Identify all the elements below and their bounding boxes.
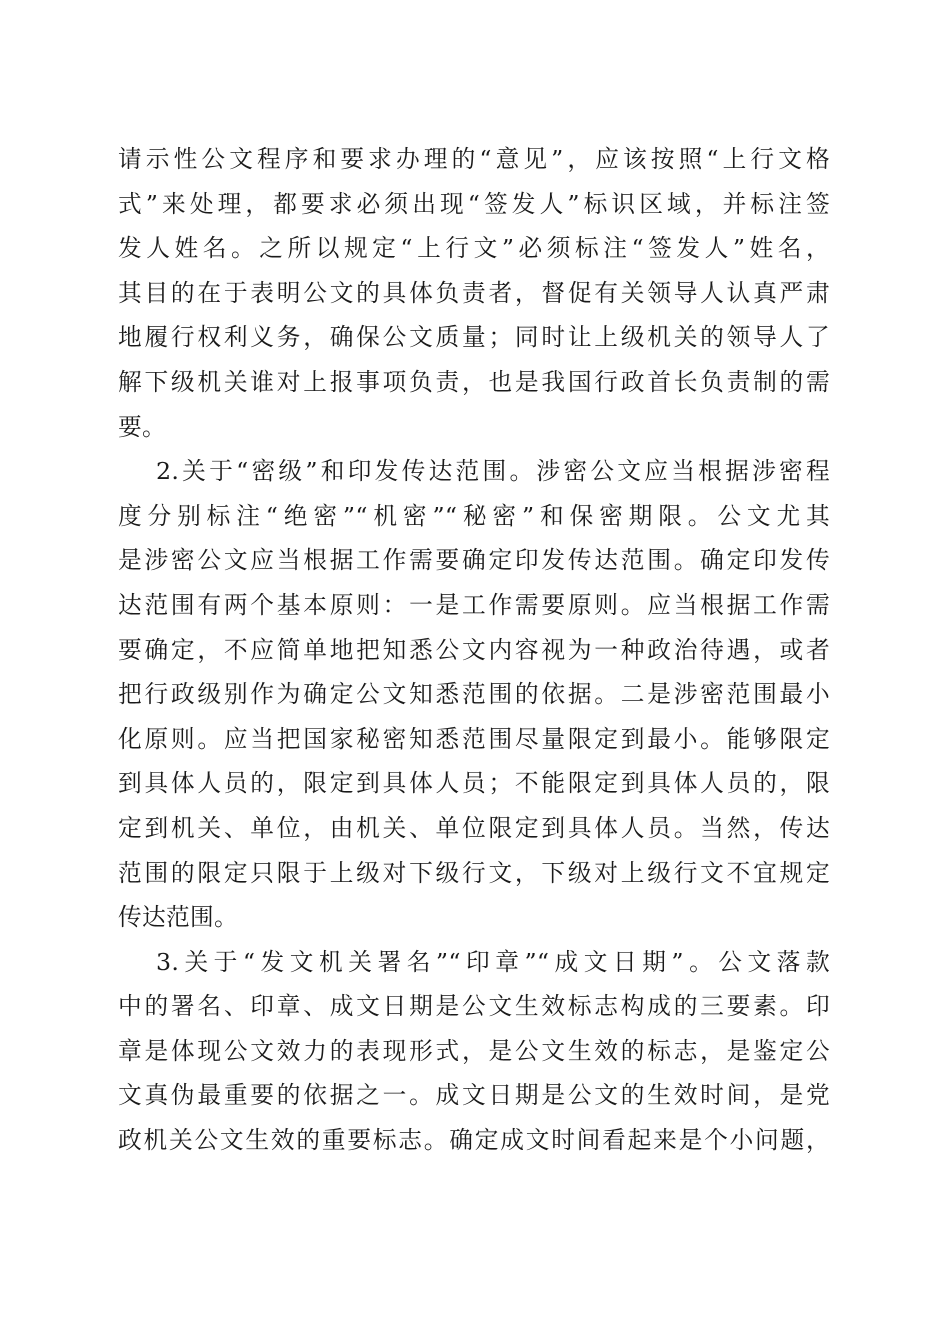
text-line: 请示性公文程序和要求办理的“意见”，应该按照“上行文格: [118, 145, 830, 173]
text-line: 度分别标注“绝密”“机密”“秘密”和保密期限。公文尤其: [118, 501, 830, 530]
text-line: 化原则。应当把国家秘密知悉范围尽量限定到最小。能够限定: [118, 724, 830, 753]
text-line: 其目的在于表明公文的具体负责者，督促有关领导人认真严肃: [118, 278, 830, 307]
paragraph-heading-line: 3.关于“发文机关署名”“印章”“成文日期”。公文落款: [156, 947, 830, 976]
paragraph-heading-line: 2.关于“密级”和印发传达范围。涉密公文应当根据涉密程: [156, 457, 830, 486]
text-line: 范围的限定只限于上级对下级行文，下级对上级行文不宜规定: [118, 858, 830, 887]
text-line: 是涉密公文应当根据工作需要确定印发传达范围。确定印发传: [118, 546, 830, 575]
text-line: 到具体人员的，限定到具体人员；不能限定到具体人员的，限: [118, 769, 830, 798]
text-line: 发人姓名。之所以规定“上行文”必须标注“签发人”姓名，: [118, 234, 830, 263]
text-line: 章是体现公文效力的表现形式，是公文生效的标志，是鉴定公: [118, 1036, 830, 1065]
text-line: 地履行权利义务，确保公文质量；同时让上级机关的领导人了: [118, 323, 830, 352]
text-line: 定到机关、单位，由机关、单位限定到具体人员。当然，传达: [118, 813, 830, 842]
text-line: 要。: [118, 412, 166, 441]
text-line: 文真伪最重要的依据之一。成文日期是公文的生效时间，是党: [118, 1081, 830, 1110]
text-line: 把行政级别作为确定公文知悉范围的依据。二是涉密范围最小: [118, 680, 830, 709]
text-line: 政机关公文生效的重要标志。确定成文时间看起来是个小问题，: [118, 1126, 830, 1155]
text-line: 达范围有两个基本原则：一是工作需要原则。应当根据工作需: [118, 590, 830, 619]
text-line: 要确定，不应简单地把知悉公文内容视为一种政治待遇，或者: [118, 635, 830, 664]
text-line: 解下级机关谁对上报事项负责，也是我国行政首长负责制的需: [118, 367, 830, 396]
text-line: 中的署名、印章、成文日期是公文生效标志构成的三要素。印: [118, 992, 830, 1021]
text-line: 传达范围。: [118, 903, 238, 932]
body-text: [118, 137, 830, 1163]
text-line: 式”来处理，都要求必须出现“签发人”标识区域，并标注签: [118, 189, 830, 218]
